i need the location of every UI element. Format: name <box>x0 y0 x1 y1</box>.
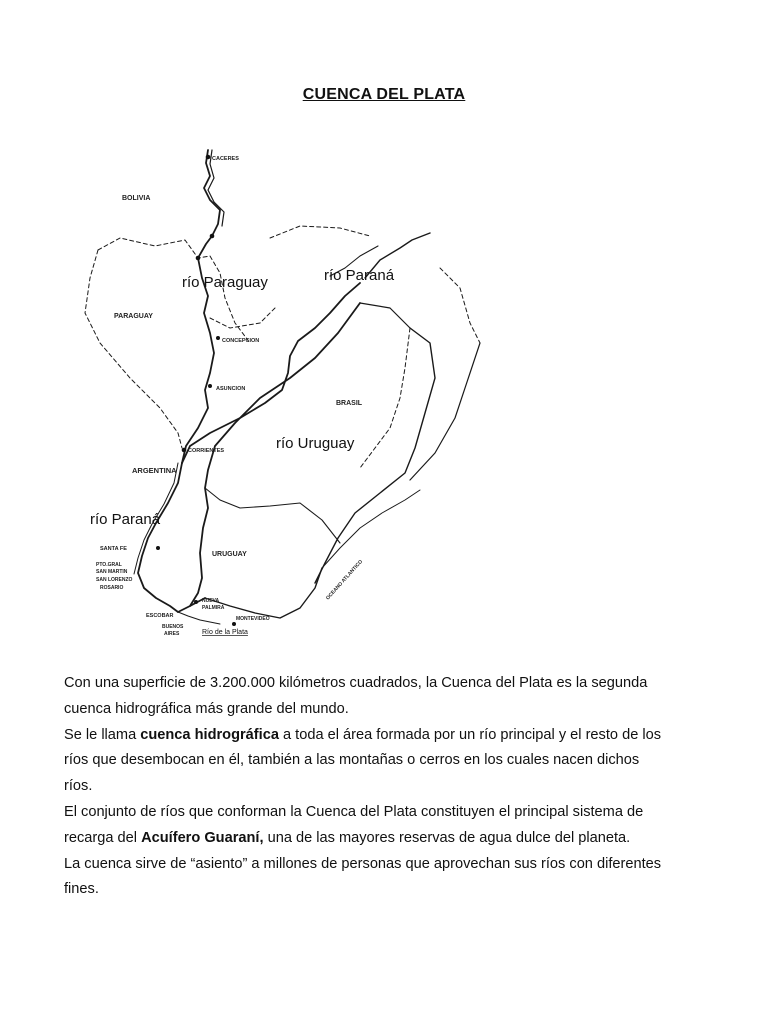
label-rio-uruguay: río Uruguay <box>276 435 355 452</box>
paragraph-superficie: Con una superficie de 3.200.000 kilómetros cuadrados, la Cuenca del Plata es la segunda cuenca hidrográfica más grande del mundo. <box>64 675 648 717</box>
label-buenos: BUENOS <box>162 624 184 630</box>
atlantic-coast <box>322 490 420 568</box>
border-argentina-brasil <box>360 328 410 468</box>
border-brasil-west <box>210 256 250 343</box>
map-drawing <box>60 128 540 648</box>
label-rio-parana-top: río Paraná <box>324 267 395 284</box>
label-san-lorenzo: SAN LORENZO <box>96 577 133 583</box>
rio-paraguay-line <box>182 150 220 463</box>
border-paraguay-argentina <box>85 250 182 448</box>
label-brasil: BRASIL <box>336 400 363 407</box>
dot-city-santa-fe <box>156 546 160 550</box>
river-basin-map <box>60 128 540 648</box>
page-title: CUENCA DEL PLATA <box>302 86 466 103</box>
label-rio-de-la-plata: Río de la Plata <box>202 629 248 636</box>
border-paraguay-brasil-south <box>210 308 275 328</box>
estuary <box>178 598 205 612</box>
border-brasil-north <box>270 226 370 238</box>
paragraph-asiento: La cuenca sirve de “asiento” a millones de personas que aprovechan sus ríos con diferentes fines. <box>64 855 662 898</box>
body-text <box>64 671 664 903</box>
label-concepcion: CONCEPCION <box>222 338 260 344</box>
border-brasil-east <box>440 268 480 343</box>
rio-parana-lower-line <box>138 463 182 612</box>
paragraph-acuifero: El conjunto de ríos que conforman la Cuenca del Plata constituyen el principal sistema de recarga del Acuífero Guaraní, una de las mayores reservas de agua dulce del planeta. <box>64 803 644 846</box>
label-santa-fe: SANTA FE <box>100 546 127 552</box>
term-acuifero-guarani: Acuífero Guaraní, <box>141 829 264 846</box>
term-cuenca-hidrografica: cuenca hidrográfica <box>140 726 279 743</box>
label-rosario: ROSARIO <box>100 585 124 591</box>
label-uruguay: URUGUAY <box>212 551 247 558</box>
label-corrientes: CORRIENTES <box>188 448 225 454</box>
label-rio-parana-bottom: río Paraná <box>90 511 161 528</box>
label-san-martin: SAN MARTIN <box>96 569 128 575</box>
dot-nueva-palmira <box>194 600 198 604</box>
label-palmira: PALMIRA <box>202 605 225 611</box>
label-caceres: CACERES <box>212 156 239 162</box>
rio-uruguay-line <box>190 303 360 606</box>
brasil-coast <box>315 328 435 583</box>
dot-corrientes <box>182 448 187 453</box>
label-aires: AIRES <box>164 631 180 637</box>
label-escobar: ESCOBAR <box>146 613 174 619</box>
dot-asuncion <box>208 384 212 388</box>
label-argentina: ARGENTINA <box>132 466 177 475</box>
dot-montevideo <box>232 622 236 626</box>
label-montevideo: MONTEVIDEO <box>236 616 270 622</box>
dot-caceres <box>206 155 211 160</box>
label-paraguay: PARAGUAY <box>114 313 153 320</box>
label-pto-gral: PTO.GRAL <box>96 562 122 568</box>
dot-city-2 <box>210 234 215 239</box>
dot-city-3 <box>196 256 201 261</box>
label-nueva: NUEVA <box>202 598 220 604</box>
label-bolivia: BOLIVIA <box>122 195 151 202</box>
dot-concepcion <box>216 336 220 340</box>
border-bolivia-paraguay <box>98 238 210 258</box>
label-rio-paraguay: río Paraguay <box>182 274 268 291</box>
label-asuncion: ASUNCION <box>216 386 246 392</box>
label-oceano-atlantico: OCEANO ATLANTICO <box>325 558 365 602</box>
paragraph-definicion: Se le llama cuenca hidrográfica a toda el área formada por un río principal y el resto de los ríos que desembocan en él, también a las montañas o cerros en los cuales nacen dichos ríos. <box>64 726 662 795</box>
